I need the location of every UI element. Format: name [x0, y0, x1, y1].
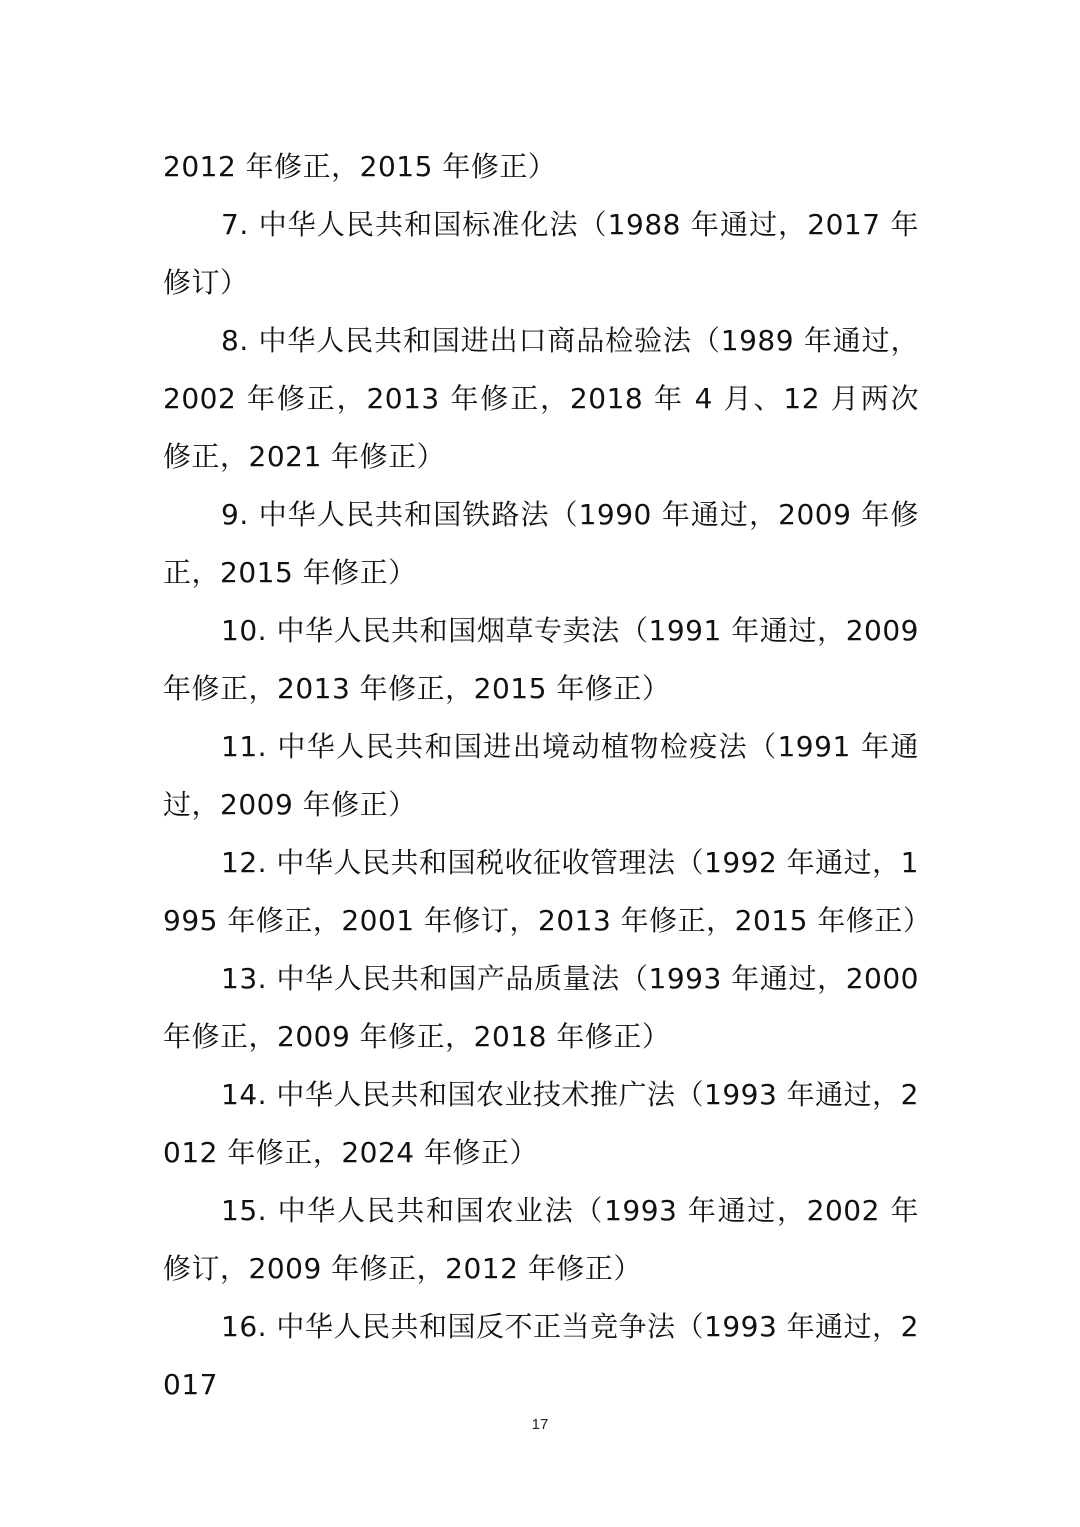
list-item-8: 8. 中华人民共和国进出口商品检验法（1989 年通过，2002 年修正，2013 年修正，2018 年 4 月、12 月两次修正，2021 年修正）	[163, 324, 919, 473]
list-item-10: 10. 中华人民共和国烟草专卖法（1991 年通过，2009 年修正，2013 年修正，2015 年修正）	[163, 614, 919, 705]
list-item-15: 15. 中华人民共和国农业法（1993 年通过，2002 年修订，2009 年修正，2012 年修正）	[163, 1194, 919, 1285]
list-item-12: 12. 中华人民共和国税收征收管理法（1992 年通过，1995 年修正，2001 年修订，2013 年修正，2015 年修正）	[163, 846, 932, 937]
list-item-14: 14. 中华人民共和国农业技术推广法（1993 年通过，2012 年修正，2024 年修正）	[163, 1078, 919, 1169]
page-number: 17	[531, 1416, 549, 1433]
list-item-16: 16. 中华人民共和国反不正当竞争法（1993 年通过，2017	[163, 1310, 919, 1401]
document-body	[163, 138, 932, 1414]
list-item-13: 13. 中华人民共和国产品质量法（1993 年通过，2000 年修正，2009 年修正，2018 年修正）	[163, 962, 919, 1053]
list-item-9: 9. 中华人民共和国铁路法（1990 年通过，2009 年修正，2015 年修正）	[163, 498, 919, 589]
list-item-11: 11. 中华人民共和国进出境动植物检疫法（1991 年通过，2009 年修正）	[163, 730, 919, 821]
list-item-7: 7. 中华人民共和国标准化法（1988 年通过，2017 年修订）	[163, 208, 919, 299]
paragraph-continuation: 2012 年修正，2015 年修正）	[163, 150, 557, 183]
